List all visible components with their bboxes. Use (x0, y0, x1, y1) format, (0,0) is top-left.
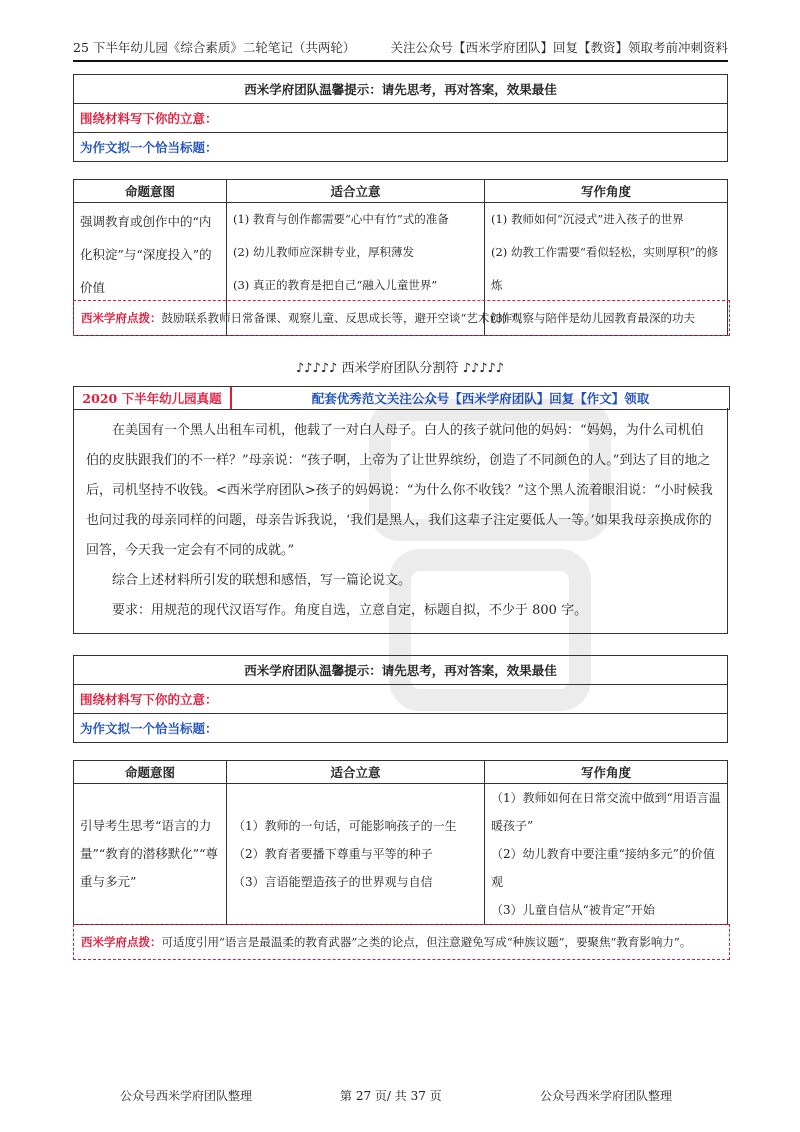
col-header-intent: 命题意图 (74, 761, 227, 784)
footer-left: 公众号西米学府团队整理 (120, 1089, 253, 1103)
idea-item: (3) 真正的教育是把自己“融入儿童世界” (233, 278, 438, 292)
comment-text: 鼓励联系教师日常备课、观察儿童、反思成长等，避开空谈“艺术创作”。 (161, 311, 530, 325)
comment-label: 西米学府点拨： (81, 935, 162, 949)
material-paragraph: 综合上述材料所引发的联想和感悟，写一篇论说文。 (112, 573, 412, 588)
angle-item: （1）教师如何在日常交流中做到“用语言温暖孩子” (491, 791, 721, 833)
angle-item: (3) 观察与陪伴是幼儿园教育最深的功夫 (491, 311, 695, 325)
col-header-angles: 写作角度 (485, 180, 728, 203)
page-number: 第 27 页/ 共 37 页 (340, 1089, 442, 1103)
footer-right: 公众号西米学府团队整理 (540, 1089, 673, 1103)
material-paragraph: 在美国有一个黑人出租车司机，他载了一对白人母子。白人的孩子就问他的妈妈：“妈妈，为什么司机伯伯的皮肤跟我们的不一样？”母亲说：“孩子啊，上帝为了让世界缤纷，创造了不同颜色的人。”到达了目的地之后，司机坚持不收钱。<西米学府团队>孩子的妈妈说：“为什么你不收钱？”这个黑人流着眼泪说：“小时候我也问过我的母亲同样的问题，母亲告诉我说，‘我们是黑人，我们这辈子注定要低人一等。’如果我母亲换成你的回答，今天我一定会有不同的成就。” (86, 423, 713, 558)
exam-header (73, 386, 730, 410)
angle-item: （3）儿童自信从“被肯定”开始 (491, 903, 655, 917)
intent-cell: 引导考生思考“语言的力量”“教育的潜移默化”“尊重与多元” (74, 784, 227, 925)
comment-label: 西米学府点拨： (81, 311, 162, 325)
angles-cell (485, 784, 728, 925)
angle-item: (1) 教师如何“沉浸式”进入孩子的世界 (491, 212, 684, 226)
exam-material (73, 408, 728, 634)
analysis-table-2 (73, 760, 728, 925)
ideas-cell (227, 784, 485, 925)
idea-item: （1）教师的一句话，可能影响孩子的一生 (233, 819, 457, 833)
title-prompt: 为作文拟一个恰当标题： (74, 133, 728, 162)
header-right: 关注公众号【西米学府团队】回复【教资】领取考前冲刺资料 (390, 40, 728, 55)
tip-box-2 (73, 655, 728, 743)
angle-item: （2）幼儿教育中要注重“接纳多元”的价值观 (491, 847, 715, 889)
comment-text: 可适度引用“语言是最温柔的教育武器”之类的论点，但注意避免写成“种族议题”，要聚焦“教育影响力”。 (161, 935, 692, 949)
material-paragraph: 要求：用规范的现代汉语写作。角度自选，立意自定，标题自拟，不少于 800 字。 (112, 603, 588, 618)
comment-box-1 (73, 300, 730, 336)
idea-item: （2）教育者要播下尊重与平等的种子 (233, 847, 433, 861)
header-left: 25 下半年幼儿园《综合素质》二轮笔记（共两轮） (73, 40, 356, 55)
col-header-intent: 命题意图 (74, 180, 227, 203)
idea-prompt: 围绕材料写下你的立意： (74, 104, 728, 133)
page-header (73, 38, 728, 62)
tip-title: 西米学府团队温馨提示：请先思考，再对答案，效果最佳 (74, 75, 728, 104)
exam-note: 配套优秀范文关注公众号【西米学府团队】回复【作文】领取 (311, 391, 650, 406)
idea-item: (2) 幼儿教师应深耕专业，厚积薄发 (233, 245, 414, 259)
col-header-angles: 写作角度 (485, 761, 728, 784)
exam-tag: 2020 下半年幼儿园真题 (74, 387, 232, 409)
comment-box-2 (73, 924, 730, 960)
tip-title: 西米学府团队温馨提示：请先思考，再对答案，效果最佳 (74, 656, 728, 685)
col-header-ideas: 适合立意 (227, 180, 485, 203)
idea-item: (1) 教育与创作都需要“心中有竹”式的准备 (233, 212, 449, 226)
idea-prompt: 围绕材料写下你的立意： (74, 685, 728, 714)
section-divider: ♪♪♪♪♪ 西米学府团队分割符 ♪♪♪♪♪ (295, 361, 505, 376)
idea-item: （3）言语能塑造孩子的世界观与自信 (233, 875, 433, 889)
angle-item: (2) 幼教工作需要“看似轻松，实则厚积”的修炼 (491, 245, 719, 292)
intent-cell: 强调教育或创作中的“内化积淀”与“深度投入”的价值 (74, 203, 227, 336)
tip-box-1 (73, 74, 728, 162)
title-prompt: 为作文拟一个恰当标题： (74, 714, 728, 743)
col-header-ideas: 适合立意 (227, 761, 485, 784)
